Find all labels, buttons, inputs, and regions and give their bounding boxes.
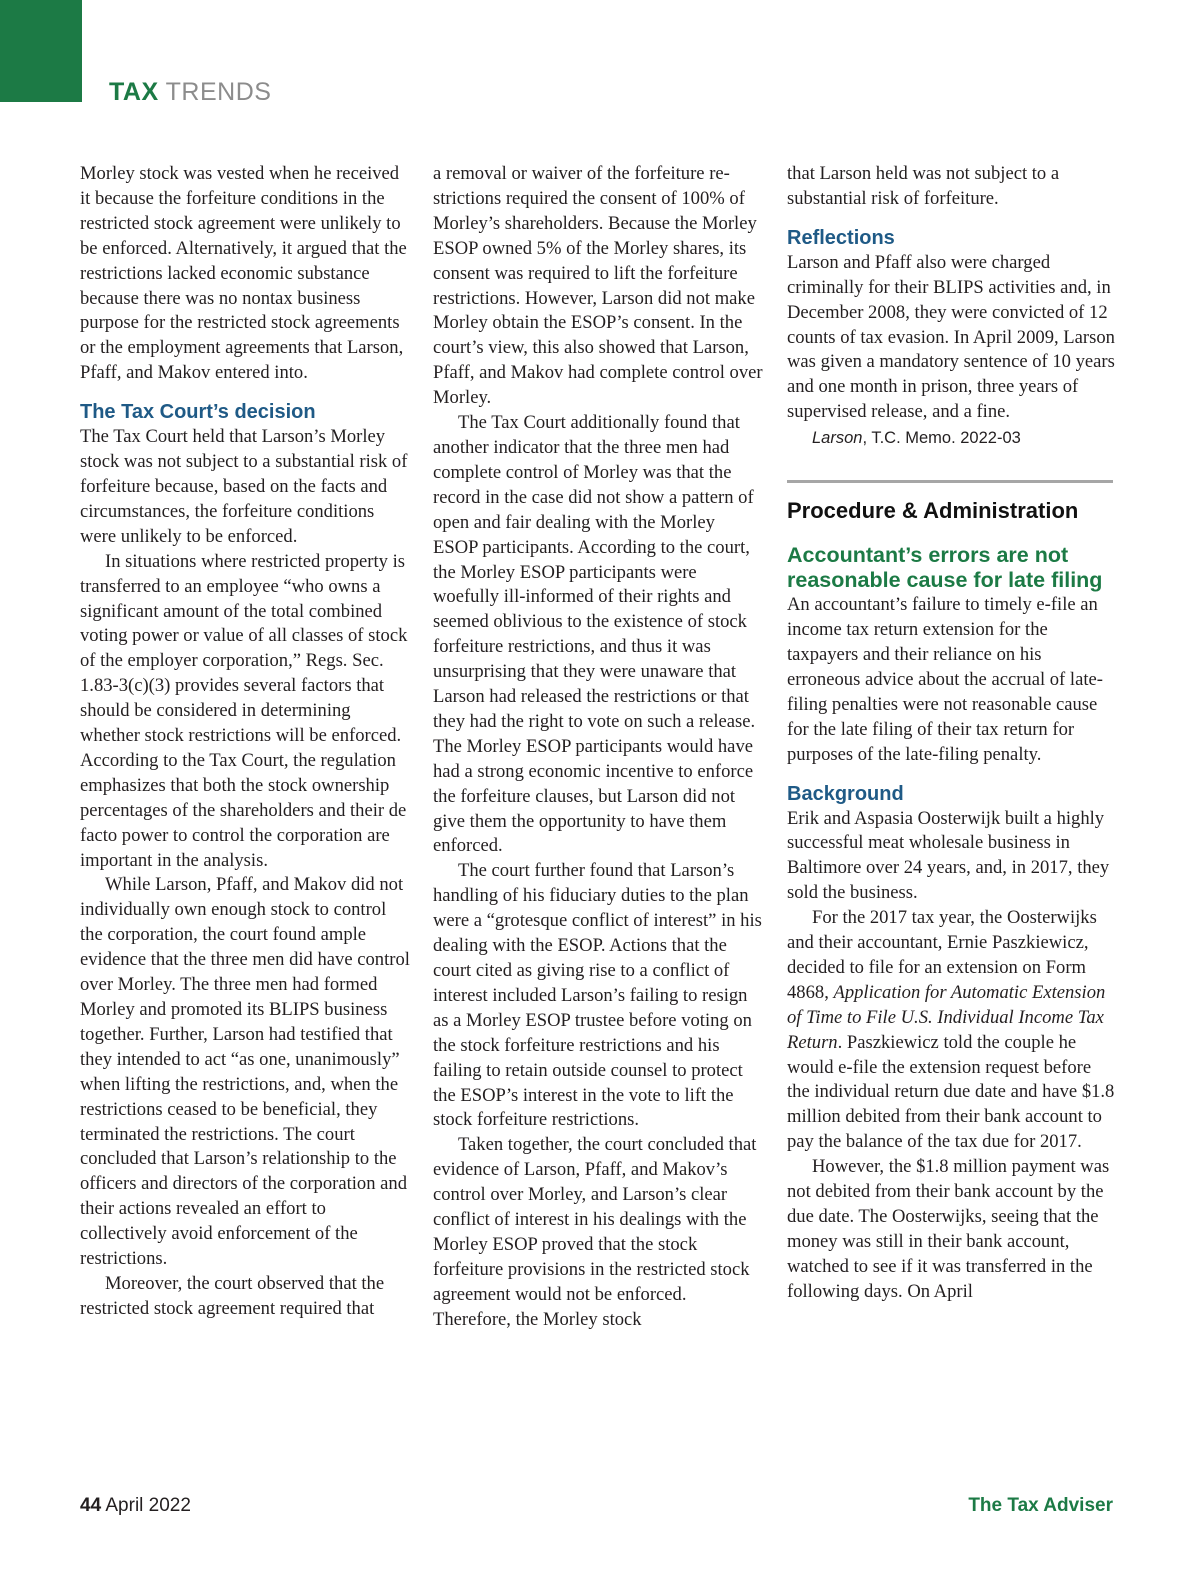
section-label-strong: TAX	[109, 78, 159, 106]
subheading-tax-court-decision: The Tax Court’s decision	[80, 401, 316, 424]
paragraph: An accountant’s failure to timely e-file an income tax return extension for the taxpayers and their reliance on his erroneous advice about the accrual of late-filing penalties were not reasonable cause for the late filing of their tax return for purposes of the late-filing penalty.	[787, 594, 1103, 765]
department-heading: Procedure & Administration	[787, 498, 1079, 524]
article-headline: Accountant’s errors are not reasonable cause for late filing	[787, 543, 1103, 593]
issue-date: April 2022	[105, 1495, 191, 1516]
section-divider	[787, 480, 1113, 483]
paragraph-text: For the 2017 tax year, the Oosterwijks and their accountant, Ernie Paszkiewicz, decided to file for an extension on Form 4868,	[787, 907, 1097, 1003]
paragraph: The Tax Court held that Larson’s Morley stock was not subject to a substantial risk of forfeiture because, based on the facts and circumstances, the forfeiture conditions were unlikely to be enforced.	[80, 426, 408, 547]
column-3	[787, 162, 1117, 1305]
paragraph-text: . Paszkiewicz told the couple he would e-file the extension request before the individual return due date and have $1.8 million debited from their bank account to pay the balance of the tax due for 2017.	[787, 1031, 1115, 1153]
publication-name: The Tax Adviser	[968, 1495, 1113, 1516]
column-1	[80, 162, 410, 1322]
paragraph: While Larson, Pfaff, and Makov did not individually own enough stock to control the corporation, the court found ample evidence that the three men did have control over Morley. The three men had formed Morley and promoted its BLIPS business together. Further, Larson had testified that they intended to act “as one, unanimously” when lifting the restrictions, and, when the restrictions ceased to be beneficial, they terminated the restrictions. The court concluded that Larson’s relationship to the officers and directors of the corporation and their actions revealed an effort to collectively avoid enforcement of the restrictions.	[80, 874, 410, 1270]
paragraph: Moreover, the court observed that the restricted stock agreement required that	[80, 1272, 385, 1319]
paragraph: However, the $1.8 million payment was not debited from their bank account by the due date. The Oosterwijks, seeing that the money was still in their bank account, watched to see if it was transferred in the following days. On April	[787, 1156, 1110, 1302]
paragraph: In situations where restricted property is transferred to an employee “who owns a significant amount of the total combined voting power or value of all classes of stock of the employer corporation,” Regs. Sec. 1.83-3(c)(3) provides several factors that should be considered in determining whether stock restrictions will be enforced. According to the Tax Court, the regulation emphasizes that both the stock ownership percentages of the shareholders and their de facto power to control the corporation are important in the analysis.	[80, 550, 408, 871]
paragraph: that Larson held was not subject to a substantial risk of forfeiture.	[787, 163, 1060, 209]
paragraph: Erik and Aspasia Oosterwijk built a highly successful meat wholesale business in Baltimore over 24 years, and, in 2017, they sold the business.	[787, 807, 1110, 904]
paragraph: The Tax Court additionally found that another indicator that the three men had complete control of Morley was that the record in the case did not show a pattern of open and fair dealing with the Morley ESOP participants. According to the court, the Morley ESOP participants were woefully ill-informed of their rights and seemed oblivious to the existence of stock forfeiture restrictions, and thus it was unsurprising that they were unaware that Larson had released the restrictions or that they had the right to vote on such a release. The Morley ESOP participants would have had a strong economic incentive to enforce the forfeiture clauses, but Larson did not give them the opportunity to have them enforced.	[433, 412, 756, 857]
corner-color-block	[0, 0, 82, 102]
footer-folio	[80, 1495, 191, 1517]
paragraph: a removal or waiver of the forfeiture restrictions required the consent of 100% of Morley’s shareholders. Because the Morley ESOP owned 5% of the Morley shares, its consent was required to lift the forfeiture restrictions. However, Larson did not make Morley obtain the ESOP’s consent. In the court’s view, this also showed that Larson, Pfaff, and Makov had complete control over Morley.	[433, 163, 763, 409]
page-number: 44	[80, 1495, 102, 1516]
subheading-reflections: Reflections	[787, 226, 895, 249]
paragraph: Morley stock was vested when he received it because the forfeiture conditions in the restricted stock agreement were unlikely to be enforced. Alternatively, it argued that the restrictions lacked economic substance because there was no nontax business purpose for the restricted stock agreements or the employment agreements that Larson, Pfaff, and Makov entered into.	[80, 163, 407, 384]
case-citation	[812, 426, 1117, 450]
section-label	[109, 78, 271, 107]
paragraph: The court further found that Larson’s handling of his fiduciary duties to the plan were a “grotesque conflict of interest” in his dealing with the ESOP. Actions that the court cited as giving rise to a conflict of interest included Larson’s failing to resign as a Morley ESOP trustee before voting on the stock forfeiture restrictions and his failing to retain outside counsel to protect the ESOP’s interest in the vote to lift the stock forfeiture restrictions.	[433, 860, 762, 1131]
paragraph: Larson and Pfaff also were charged criminally for their BLIPS activities and, in December 2008, they were convicted of 12 counts of tax evasion. In April 2009, Larson was given a mandatory sentence of 10 years and one month in prison, three years of supervised release, and a fine.	[787, 251, 1115, 423]
citation-reference: , T.C. Memo. 2022-03	[862, 429, 1021, 448]
form-title: Application for Automatic Extension of Time to File U.S. Individual Income Tax Return	[787, 981, 1106, 1053]
column-2	[433, 162, 763, 1333]
citation-case-name: Larson	[812, 429, 863, 448]
subheading-background: Background	[787, 782, 904, 805]
paragraph: Taken together, the court concluded that evidence of Larson, Pfaff, and Makov’s control over Morley, and Larson’s clear conflict of interest in his dealings with the Morley ESOP proved that the stock forfeiture provisions in the restricted stock agreement would not be enforced. Therefore, the Morley stock	[433, 1134, 757, 1330]
paragraph	[787, 906, 1117, 1155]
section-label-light: TRENDS	[165, 78, 272, 106]
